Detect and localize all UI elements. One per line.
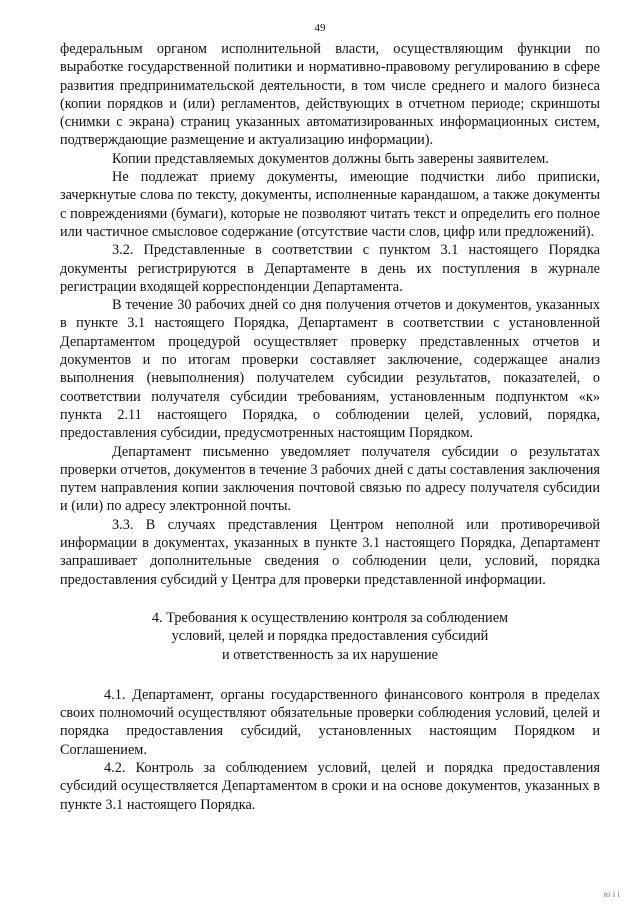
paragraph-continuation: федеральным органом исполнительной власти, осуществляющим функции по выработке государственной политики и нормативно-правовому регулированию в сфере развития предпринимательской деятельности, в том числе среднего и малого бизнеса (копии порядков и (или) регламентов, действующих в отчетном периоде; скриншоты (снимки с экрана) страниц указанных автоматизированных информационных систем, подтверждающие размещение и актуализацию информации). (60, 41, 600, 149)
document-body (60, 40, 600, 814)
paragraph-copies-certified: Копии представляемых документов должны быть заверены заявителем. (112, 150, 549, 167)
paragraph-3-3: 3.3. В случаях представления Центром неполной или противоречивой информации в документах, указанных в пункте 3.1 настоящего Порядка, Департамент запрашивает дополнительные сведения о соблюдении цели, условий, порядка предоставления субсидий у Центра для проверки представленной информации. (60, 516, 600, 588)
section-heading-line-2: условий, целей и порядка предоставления субсидий (171, 628, 489, 645)
paragraph-3-2: 3.2. Представленные в соответствии с пунктом 3.1 настоящего Порядка документы регистрируются в Департаменте в день их поступления в журнале регистрации входящей корреспонденции Департамента. (60, 242, 600, 295)
section-heading-line-1: 4. Требования к осуществлению контроля за соблюдением (151, 609, 509, 626)
paragraph-review-period: В течение 30 рабочих дней со дня получения отчетов и документов, указанных в пункте 3.1 настоящего Порядка, Департамент в соответствии с установленной Департаментом процедурой осуществляет проверку представленных отчетов и документов и по итогам проверки составляет заключение, содержащее анализ выполнения (невыполнения) получателем субсидии результатов, показателей, о соответствии получателя субсидии требованиям, установленным подпунктом «к» пункта 2.11 настоящего Порядка, о соблюдении целей, условий, порядка, предоставления субсидии, предусмотренных настоящим Порядком. (60, 297, 600, 442)
section-heading (60, 609, 600, 664)
section-heading-line-3: и ответственность за их нарушение (221, 646, 439, 663)
page-number: 49 (314, 22, 326, 34)
paragraph-4-1: 4.1. Департамент, органы государственного финансового контроля в пределах своих полномочий осуществляют обязательные проверки соблюдения условий, целей и порядка предоставления субсидий, установленных настоящим Порядком и Соглашением. (60, 686, 600, 758)
paragraph-documents-not-accepted: Не подлежат приему документы, имеющие подчистки либо приписки, зачеркнутые слова по тексту, документы, исполненные карандашом, а также документы с повреждениями (бумаги), которые не позволяют читать текст и определить его полное или частичное смысловое содержание (отсутствие части слов, цифр или предложений). (60, 169, 600, 240)
corner-mark: ю і і (603, 889, 620, 899)
paragraph-notification: Департамент письменно уведомляет получателя субсидии о результатах проверки отчетов, документов в течение 3 рабочих дней с даты составления заключения путем направления копии заключения почтовой связью по адресу получателя субсидии и (или) по адресу электронной почты. (60, 443, 600, 515)
paragraph-4-2: 4.2. Контроль за соблюдением условий, целей и порядка предоставления субсидий осуществляется Департаментом в сроки и на основе документов, указанных в пункте 3.1 настоящего Порядка. (60, 759, 600, 813)
